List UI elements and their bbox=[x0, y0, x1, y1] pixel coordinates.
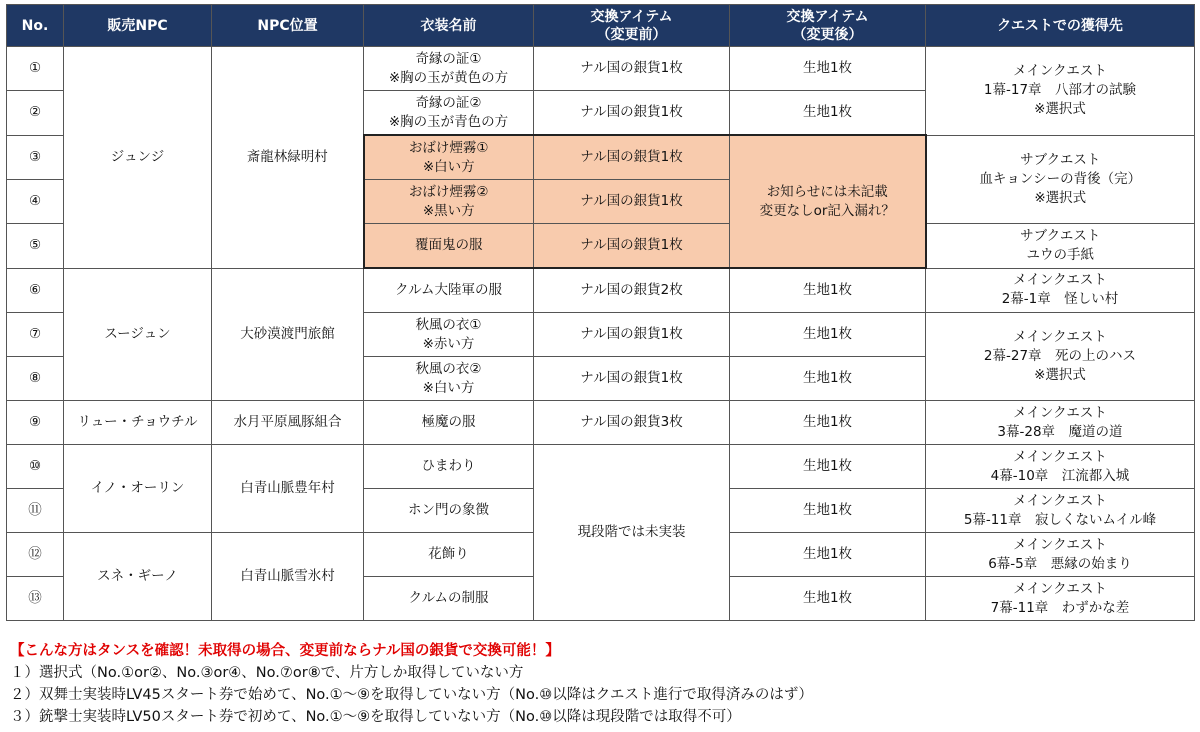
location-cell: 斎龍林緑明村 bbox=[212, 47, 364, 269]
item-before-cell: ナル国の銀貨3枚 bbox=[534, 401, 730, 445]
item-after-cell: 生地1枚 bbox=[730, 91, 926, 136]
quest-cell: メインクエスト 5幕-11章 寂しくないムイル峰 bbox=[926, 489, 1195, 533]
row-no: ⑨ bbox=[7, 401, 64, 445]
item-after-cell: 生地1枚 bbox=[730, 47, 926, 91]
costume-cell: ひまわり bbox=[364, 445, 534, 489]
item-after-cell: 生地1枚 bbox=[730, 313, 926, 357]
quest-cell: メインクエスト 7幕-11章 わずかな差 bbox=[926, 577, 1195, 621]
costume-table bbox=[6, 4, 1195, 621]
notes-section bbox=[10, 640, 1190, 728]
table-row bbox=[7, 401, 1195, 445]
costume-cell: 極魔の服 bbox=[364, 401, 534, 445]
item-before-cell: ナル国の銀貨1枚 bbox=[534, 224, 730, 269]
item-before-merged-cell: 現段階では未実装 bbox=[534, 445, 730, 621]
row-no: ⑬ bbox=[7, 577, 64, 621]
quest-cell: メインクエスト 1幕-17章 八部才の試験 ※選択式 bbox=[926, 47, 1195, 136]
costume-cell: クルムの制服 bbox=[364, 577, 534, 621]
quest-cell: メインクエスト 2幕-1章 怪しい村 bbox=[926, 268, 1195, 313]
note-line: ３）銃撃士実装時LV50スタート券で初めて、No.①～⑨を取得していない方（No.⑩以降は現段階では取得不可） bbox=[10, 709, 741, 725]
quest-cell: サブクエスト ユウの手紙 bbox=[926, 224, 1195, 269]
row-no: ⑫ bbox=[7, 533, 64, 577]
item-after-cell: 生地1枚 bbox=[730, 577, 926, 621]
item-after-cell: 生地1枚 bbox=[730, 357, 926, 401]
row-no: ⑩ bbox=[7, 445, 64, 489]
note-line: １）選択式（No.①or②、No.③or④、No.⑦or⑧で、片方しか取得していない方 bbox=[10, 665, 524, 681]
header-item-after: 交換アイテム （変更後） bbox=[730, 5, 926, 47]
header-npc: 販売NPC bbox=[64, 5, 212, 47]
row-no: ⑦ bbox=[7, 313, 64, 357]
item-before-cell: ナル国の銀貨1枚 bbox=[534, 313, 730, 357]
location-cell: 水月平原風豚組合 bbox=[212, 401, 364, 445]
costume-cell: おばけ煙霧① ※白い方 bbox=[364, 135, 534, 180]
row-no: ③ bbox=[7, 135, 64, 180]
npc-cell: スネ・ギーノ bbox=[64, 533, 212, 621]
item-after-cell: 生地1枚 bbox=[730, 533, 926, 577]
costume-cell: 秋風の衣② ※白い方 bbox=[364, 357, 534, 401]
quest-cell: メインクエスト 2幕-27章 死の上のハス ※選択式 bbox=[926, 313, 1195, 401]
note-line: ２）双舞士実装時LV45スタート券で始めて、No.①～⑨を取得していない方（No.⑩以降はクエスト進行で取得済みのはず） bbox=[10, 687, 813, 703]
quest-cell: メインクエスト 4幕-10章 江流都入城 bbox=[926, 445, 1195, 489]
row-no: ② bbox=[7, 91, 64, 136]
location-cell: 白青山脈雪氷村 bbox=[212, 533, 364, 621]
costume-cell: 秋風の衣① ※赤い方 bbox=[364, 313, 534, 357]
row-no: ⑧ bbox=[7, 357, 64, 401]
npc-cell: ジュンジ bbox=[64, 47, 212, 269]
npc-cell: リュー・チョウチル bbox=[64, 401, 212, 445]
costume-cell: クルム大陸軍の服 bbox=[364, 268, 534, 313]
table-row bbox=[7, 268, 1195, 313]
item-before-cell: ナル国の銀貨2枚 bbox=[534, 268, 730, 313]
row-no: ⑥ bbox=[7, 268, 64, 313]
item-before-cell: ナル国の銀貨1枚 bbox=[534, 357, 730, 401]
npc-cell: イノ・オーリン bbox=[64, 445, 212, 533]
costume-cell: ホン門の象徴 bbox=[364, 489, 534, 533]
header-no: No. bbox=[7, 5, 64, 47]
notes-heading: 【こんな方はタンスを確認！未取得の場合、変更前ならナル国の銀貨で交換可能！】 bbox=[10, 643, 560, 659]
header-quest: クエストでの獲得先 bbox=[926, 5, 1195, 47]
item-before-cell: ナル国の銀貨1枚 bbox=[534, 47, 730, 91]
header-row bbox=[7, 5, 1195, 47]
costume-cell: 奇縁の証② ※胸の玉が青色の方 bbox=[364, 91, 534, 136]
item-before-cell: ナル国の銀貨1枚 bbox=[534, 135, 730, 180]
costume-cell: 奇縁の証① ※胸の玉が黄色の方 bbox=[364, 47, 534, 91]
item-after-cell: 生地1枚 bbox=[730, 401, 926, 445]
costume-cell: おばけ煙霧② ※黒い方 bbox=[364, 180, 534, 224]
item-before-cell: ナル国の銀貨1枚 bbox=[534, 180, 730, 224]
row-no: ① bbox=[7, 47, 64, 91]
row-no: ⑪ bbox=[7, 489, 64, 533]
item-before-cell: ナル国の銀貨1枚 bbox=[534, 91, 730, 136]
quest-cell: メインクエスト 6幕-5章 悪縁の始まり bbox=[926, 533, 1195, 577]
npc-cell: スージュン bbox=[64, 268, 212, 401]
location-cell: 白青山脈豊年村 bbox=[212, 445, 364, 533]
table-row bbox=[7, 445, 1195, 489]
row-no: ⑤ bbox=[7, 224, 64, 269]
item-after-note-cell: お知らせには未記載 変更なしor記入漏れ？ bbox=[730, 135, 926, 268]
header-location: NPC位置 bbox=[212, 5, 364, 47]
header-costume: 衣装名前 bbox=[364, 5, 534, 47]
item-after-cell: 生地1枚 bbox=[730, 268, 926, 313]
costume-cell: 花飾り bbox=[364, 533, 534, 577]
location-cell: 大砂漠渡門旅館 bbox=[212, 268, 364, 401]
quest-cell: サブクエスト 血キョンシーの背後（完） ※選択式 bbox=[926, 135, 1195, 224]
item-after-cell: 生地1枚 bbox=[730, 445, 926, 489]
item-after-cell: 生地1枚 bbox=[730, 489, 926, 533]
table-row bbox=[7, 47, 1195, 91]
row-no: ④ bbox=[7, 180, 64, 224]
costume-cell: 覆面鬼の服 bbox=[364, 224, 534, 269]
header-item-before: 交換アイテム （変更前） bbox=[534, 5, 730, 47]
quest-cell: メインクエスト 3幕-28章 魔道の道 bbox=[926, 401, 1195, 445]
